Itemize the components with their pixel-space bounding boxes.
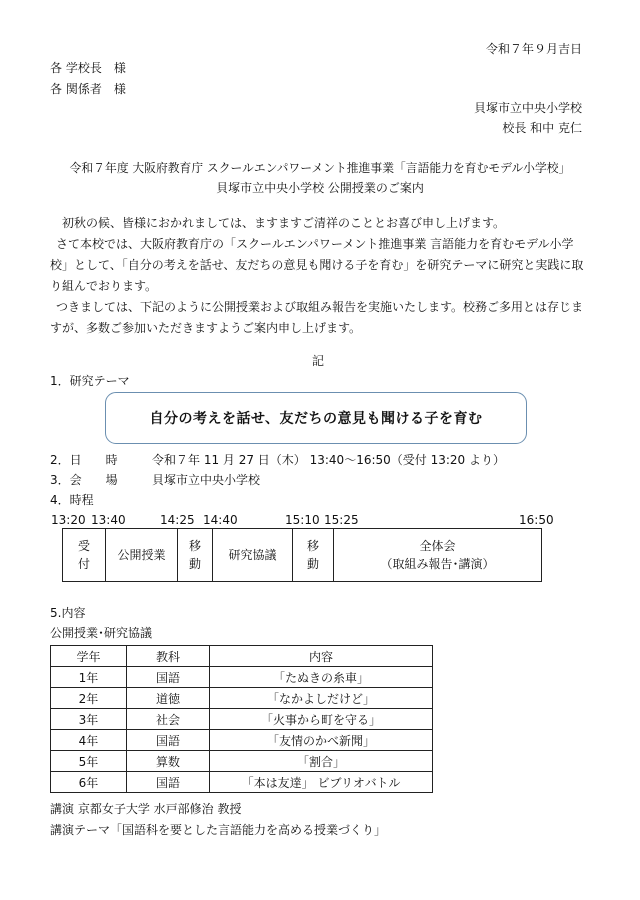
section4-heading: 4．時程 xyxy=(50,493,94,507)
section2-label: 2．日 時 xyxy=(50,453,118,467)
grade-cell: 5年 xyxy=(51,751,127,772)
research-discussion-cell: 研究協議 xyxy=(213,529,293,582)
time-mark: 15:10 xyxy=(285,513,320,527)
table-row xyxy=(51,751,433,772)
ki-heading: 記 xyxy=(312,354,325,368)
table-row xyxy=(51,688,433,709)
table-header-row xyxy=(51,646,433,667)
time-mark: 13:20 xyxy=(51,513,86,527)
recipient-principals: 各 学校長 様 xyxy=(50,61,126,75)
lecture-theme: 講演テーマ「国語科を要とした言語能力を高める授業づくり」 xyxy=(50,823,387,837)
content-cell: 「火事から町を守る」 xyxy=(210,709,433,730)
open-lesson-cell: 公開授業 xyxy=(106,529,178,582)
sender-school: 貝塚市立中央小学校 xyxy=(473,101,582,115)
content-cell: 「たぬきの糸車」 xyxy=(210,667,433,688)
reception-cell: 受 付 xyxy=(63,529,106,582)
grade-cell: 3年 xyxy=(51,709,127,730)
table-row xyxy=(51,730,433,751)
content-cell: 「友情のかべ新聞」 xyxy=(210,730,433,751)
grade-cell: 4年 xyxy=(51,730,127,751)
sender-principal: 校長 和中 克仁 xyxy=(502,121,582,135)
document-title-line2: 貝塚市立中央小学校 公開授業のご案内 xyxy=(216,181,424,195)
section2-datetime: 令和７年 11 月 27 日（木） 13:40～16:50（受付 13:20 より） xyxy=(152,453,505,467)
plenary-cell: 全体会 （取組み報告･講演） xyxy=(334,529,542,582)
research-theme: 自分の考えを話せ、友だちの意見も聞ける子を育む xyxy=(149,411,483,427)
announcement-paragraph: つきましては、下記のように公開授業および取組み報告を実施いたします。校務ご多用とは存じますが、多数ご参加いただきますようご案内申し上げます。 xyxy=(50,300,584,335)
subject-cell: 国語 xyxy=(127,730,210,751)
column-header: 教科 xyxy=(127,646,210,667)
subject-cell: 国語 xyxy=(127,772,210,793)
research-theme-box xyxy=(105,392,527,444)
section5-heading: 5.内容 xyxy=(50,606,86,620)
time-mark: 14:25 xyxy=(160,513,195,527)
column-header: 学年 xyxy=(51,646,127,667)
greeting-paragraph: 初秋の候、皆様におかれましては、ますますご清祥のこととお喜び申し上げます。 xyxy=(62,216,506,230)
lecture-speaker: 講演 京都女子大学 水戸部修治 教授 xyxy=(50,802,242,816)
move-cell: 移 動 xyxy=(293,529,334,582)
content-cell: 「割合」 xyxy=(210,751,433,772)
recipient-stakeholders: 各 関係者 様 xyxy=(50,82,126,96)
document-title-line1: 令和７年度 大阪府教育庁 スクールエンパワーメント推進事業「言語能力を育むモデル小学校」 xyxy=(69,161,571,175)
schedule-table xyxy=(62,528,542,582)
grade-cell: 2年 xyxy=(51,688,127,709)
time-mark: 14:40 xyxy=(203,513,238,527)
content-cell: 「本は友達」 ビブリオバトル xyxy=(210,772,433,793)
time-mark: 15:25 xyxy=(324,513,359,527)
column-header: 内容 xyxy=(210,646,433,667)
document-date: 令和７年９月吉日 xyxy=(485,42,582,56)
move-cell: 移 動 xyxy=(178,529,213,582)
table-row xyxy=(51,709,433,730)
section1-heading: 1．研究テーマ xyxy=(50,374,130,388)
subject-cell: 道徳 xyxy=(127,688,210,709)
time-mark: 16:50 xyxy=(519,513,554,527)
content-table xyxy=(50,645,433,793)
subject-cell: 国語 xyxy=(127,667,210,688)
grade-cell: 6年 xyxy=(51,772,127,793)
section3-label: 3．会 場 xyxy=(50,473,118,487)
time-mark: 13:40 xyxy=(91,513,126,527)
section5-subheading: 公開授業･研究協議 xyxy=(50,626,153,640)
section3-venue: 貝塚市立中央小学校 xyxy=(152,473,261,487)
intro-paragraph: さて本校では、大阪府教育庁の「スクールエンパワーメント推進事業 言語能力を育むモデル小学校」として、「自分の考えを話せ、友だちの意見も聞ける子を育む」を研究テーマに研究と実践に取り組んでおります。 xyxy=(50,237,584,293)
subject-cell: 算数 xyxy=(127,751,210,772)
table-row xyxy=(51,772,433,793)
grade-cell: 1年 xyxy=(51,667,127,688)
content-cell: 「なかよしだけど」 xyxy=(210,688,433,709)
subject-cell: 社会 xyxy=(127,709,210,730)
table-row xyxy=(51,667,433,688)
